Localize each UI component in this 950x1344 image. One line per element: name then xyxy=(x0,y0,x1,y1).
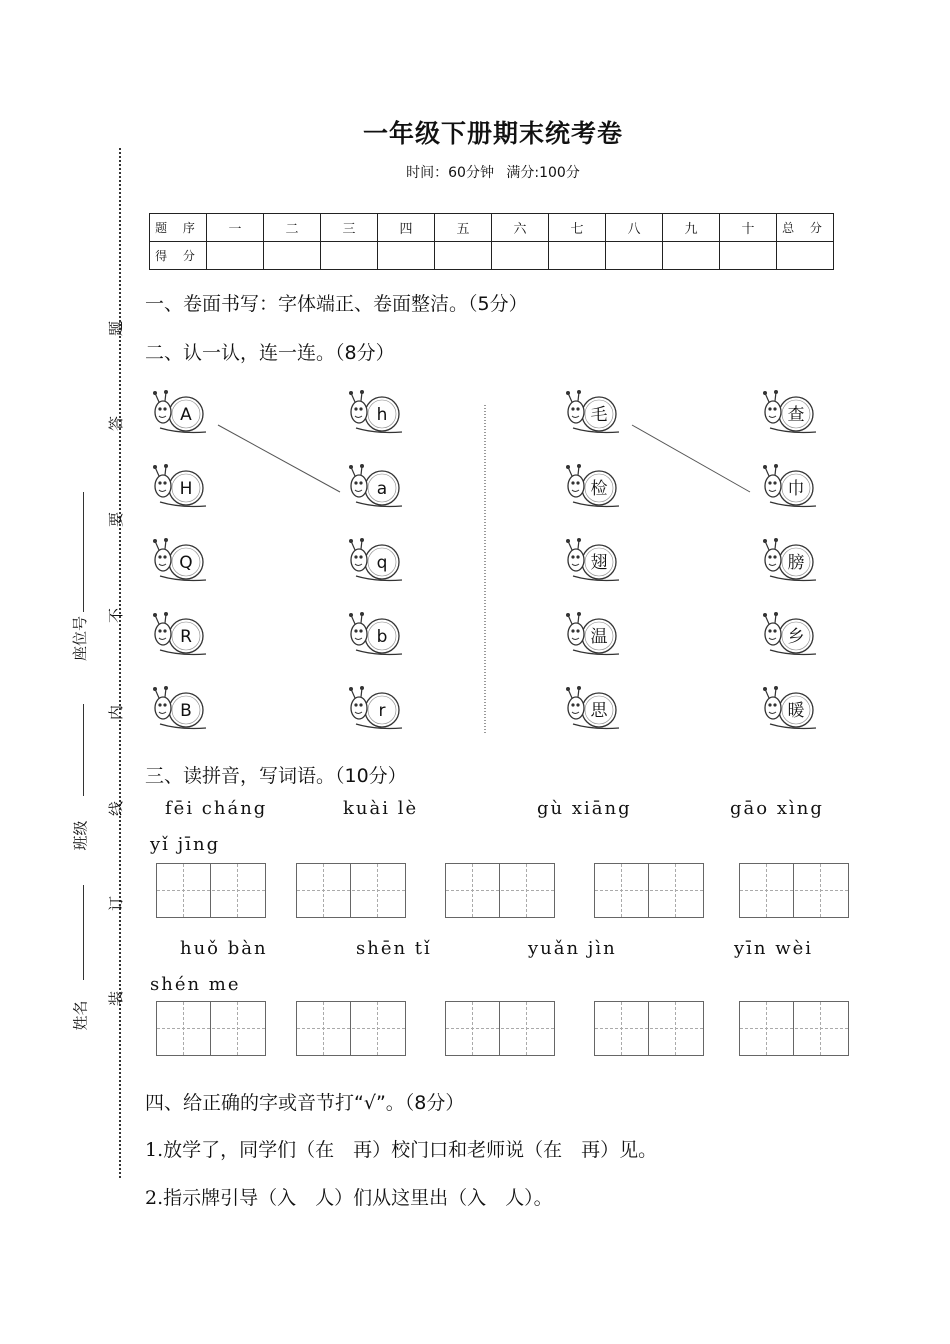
writing-grid[interactable] xyxy=(156,863,266,918)
full-score-info: 满分:100分 xyxy=(506,165,580,181)
grid-guide xyxy=(595,1028,703,1029)
pinyin-label: shén me xyxy=(150,974,241,995)
score-header-cell: 八 xyxy=(606,214,663,242)
score-header-cell: 总 分 xyxy=(777,214,834,242)
snail-label: 毛 xyxy=(590,405,608,425)
snail-label: 检 xyxy=(590,479,608,499)
section4-heading: 四、给正确的字或音节打“√”。（8分） xyxy=(145,1092,465,1114)
writing-grid[interactable] xyxy=(296,863,406,918)
warning-char: 要 xyxy=(107,511,126,528)
class-label: 班级 xyxy=(71,820,90,851)
snail-label: 乡 xyxy=(787,627,805,647)
score-header-cell: 一 xyxy=(207,214,264,242)
score-header-cell: 九 xyxy=(663,214,720,242)
score-header-cell: 三 xyxy=(321,214,378,242)
pinyin-label: yīn wèi xyxy=(734,938,814,959)
writing-grid[interactable] xyxy=(594,1001,704,1056)
example-line-left xyxy=(218,425,340,492)
writing-grid[interactable] xyxy=(739,863,849,918)
pinyin-label: fēi cháng xyxy=(165,798,268,819)
warning-char: 内 xyxy=(107,704,126,721)
score-header-cell: 题 序 xyxy=(150,214,207,242)
score-row-label: 得 分 xyxy=(150,242,207,270)
pinyin-label: shēn tǐ xyxy=(356,938,432,959)
pinyin-label: yuǎn jìn xyxy=(528,938,617,959)
warning-char: 订 xyxy=(107,895,126,912)
score-header-cell: 四 xyxy=(378,214,435,242)
score-header-cell: 二 xyxy=(264,214,321,242)
grid-guide xyxy=(740,890,848,891)
snail-label: 翅 xyxy=(590,553,608,573)
pinyin-label: gù xiāng xyxy=(537,798,632,819)
snail-label: a xyxy=(376,479,388,499)
writing-grid[interactable] xyxy=(156,1001,266,1056)
page-title: 一年级下册期末统考卷 xyxy=(362,119,623,148)
warning-char: 线 xyxy=(107,800,126,817)
time-info: 时间：60分钟 xyxy=(406,165,494,181)
grid-guide xyxy=(297,890,405,891)
section2-heading: 二、认一认，连一连。（8分） xyxy=(145,342,395,364)
snail-label: A xyxy=(180,405,192,425)
writing-grid[interactable] xyxy=(445,863,555,918)
warning-char: 题 xyxy=(107,320,126,337)
snail-label: h xyxy=(376,405,388,425)
snail-label: Q xyxy=(179,553,193,573)
snail-label: 暖 xyxy=(787,701,805,721)
score-header-cell: 六 xyxy=(492,214,549,242)
snail-label: b xyxy=(376,627,388,647)
grid-guide xyxy=(740,1028,848,1029)
warning-char: 装 xyxy=(107,990,126,1007)
snail-label: 膀 xyxy=(787,553,805,573)
score-header-cell: 十 xyxy=(720,214,777,242)
pinyin-label: kuài lè xyxy=(343,798,419,819)
grid-guide xyxy=(157,1028,265,1029)
snail-label: B xyxy=(180,701,192,721)
score-header-cell: 七 xyxy=(549,214,606,242)
name-blank[interactable] xyxy=(83,885,84,980)
question-1: 1.放学了，同学们（在 再）校门口和老师说（在 再）见。 xyxy=(145,1139,658,1161)
writing-grid[interactable] xyxy=(296,1001,406,1056)
example-line-right xyxy=(632,425,750,492)
writing-grid[interactable] xyxy=(739,1001,849,1056)
grid-guide xyxy=(595,890,703,891)
question-2: 2.指示牌引导（入 人）们从这里出（入 人）。 xyxy=(145,1187,553,1209)
warning-char: 不 xyxy=(107,607,126,624)
snail-label: R xyxy=(180,627,192,647)
section1-heading: 一、卷面书写：字体端正、卷面整洁。（5分） xyxy=(145,293,528,315)
name-label: 姓名 xyxy=(71,1000,90,1031)
grid-guide xyxy=(446,890,554,891)
score-header-cell: 五 xyxy=(435,214,492,242)
seat-number-label: 座位号 xyxy=(71,615,89,661)
pinyin-label: yǐ jīng xyxy=(150,834,221,855)
pinyin-label: gāo xìng xyxy=(730,798,824,819)
grid-guide xyxy=(157,890,265,891)
grid-guide xyxy=(297,1028,405,1029)
snail-label: H xyxy=(179,479,193,499)
snail-label: r xyxy=(378,701,386,721)
grid-guide xyxy=(446,1028,554,1029)
snail-label: 思 xyxy=(590,701,608,721)
snail-label: 巾 xyxy=(787,479,805,499)
snail-label: 温 xyxy=(590,627,608,647)
warning-char: 答 xyxy=(107,415,126,432)
section3-heading: 三、读拼音，写词语。（10分） xyxy=(145,765,407,787)
snail-label: q xyxy=(376,553,388,573)
writing-grid[interactable] xyxy=(445,1001,555,1056)
writing-grid[interactable] xyxy=(594,863,704,918)
pinyin-label: huǒ bàn xyxy=(180,938,268,959)
snail-label: 查 xyxy=(787,405,805,425)
